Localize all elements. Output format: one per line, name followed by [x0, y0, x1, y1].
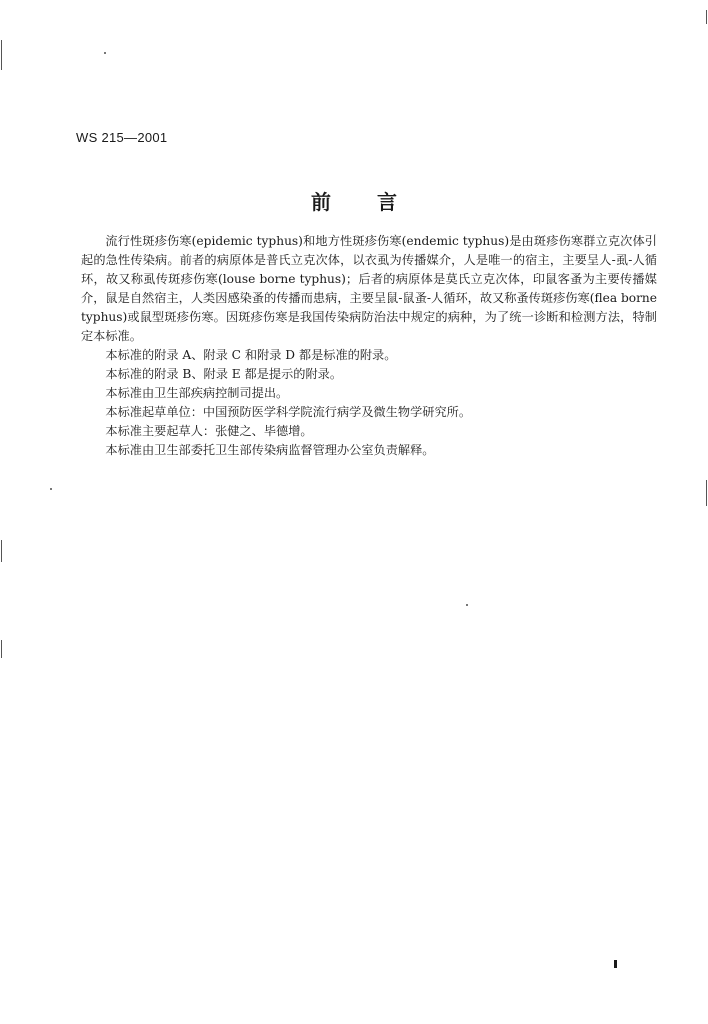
- scan-edge-mark: [706, 480, 707, 506]
- scan-edge-mark: [706, 10, 707, 24]
- page-title: 前言: [311, 190, 443, 214]
- scan-edge-mark: [1, 540, 2, 562]
- scan-edge-mark: [1, 640, 2, 658]
- foreword-paragraph-appendix-informative: 本标准的附录 B、附录 E 都是提示的附录。: [105, 367, 343, 381]
- foreword-paragraph-proposer: 本标准由卫生部疾病控制司提出。: [105, 386, 289, 400]
- scan-speck: [50, 488, 52, 490]
- scan-speck: [104, 52, 106, 54]
- foreword-paragraph-intro: 流行性斑疹伤寒(epidemic typhus)和地方性斑疹伤寒(endemic typhus)是由斑疹伤寒群立克次体引起的急性传染病。前者的病原体是普氏立克次体，以衣虱为传播媒介，人是唯一的宿主，主要呈人-虱-人循环，故又称虱传斑疹伤寒(louse borne typhus)；后者的病原体是莫氏立克次体，印鼠客蚤为主要传播媒介，鼠是自然宿主，人类因感染蚤的传播而患病，主要呈鼠-鼠蚤-人循环，故又称蚤传斑疹伤寒(flea borne typhus)或鼠型斑疹伤寒。因斑疹伤寒是我国传染病防治法中规定的病种，为了统一诊断和检测方法，特制定本标准。: [81, 234, 657, 343]
- foreword-paragraph-drafting-unit: 本标准起草单位：中国预防医学科学院流行病学及微生物学研究所。: [105, 405, 472, 419]
- scan-mark: [614, 960, 617, 968]
- foreword-paragraph-interpretation: 本标准由卫生部委托卫生部传染病监督管理办公室负责解释。: [105, 443, 435, 457]
- foreword-body: [81, 232, 657, 460]
- foreword-paragraph-appendix-normative: 本标准的附录 A、附录 C 和附录 D 都是标准的附录。: [105, 348, 397, 362]
- foreword-paragraph-drafters: 本标准主要起草人：张健之、毕德增。: [105, 424, 313, 438]
- scan-speck: [466, 604, 468, 606]
- scan-edge-mark: [1, 40, 2, 70]
- standard-code: WS 215—2001: [76, 130, 168, 145]
